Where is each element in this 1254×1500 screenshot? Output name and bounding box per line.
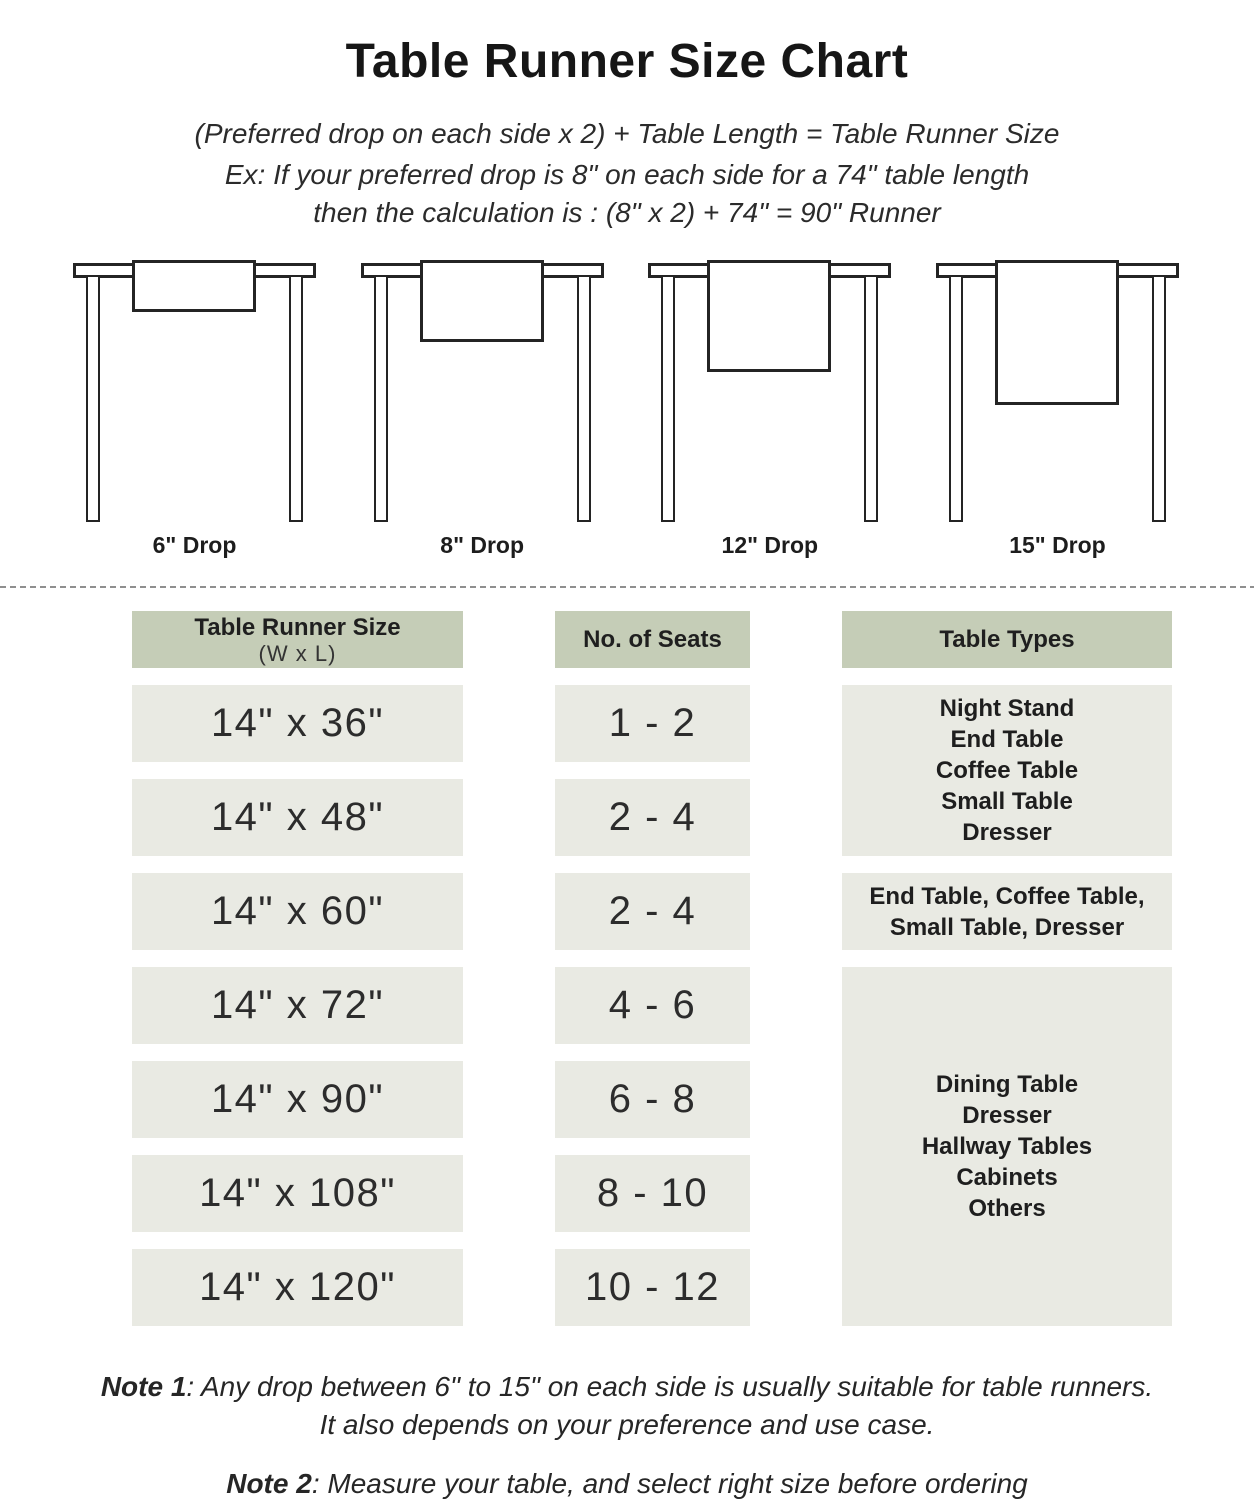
table-type-line: Small Table — [941, 788, 1073, 815]
table-type-line: Cabinets — [956, 1164, 1058, 1191]
table-drawing — [648, 260, 891, 522]
size-cell — [132, 1249, 463, 1326]
seats-cell — [555, 1249, 750, 1326]
table-type-line: Others — [968, 1195, 1046, 1222]
runner-shape — [420, 260, 544, 342]
note-2-text: : Measure your table, and select right size before ordering — [311, 1468, 1028, 1499]
table-figure-12-drop — [648, 260, 891, 559]
example-text — [0, 156, 1254, 232]
drop-label: 12" Drop — [721, 532, 819, 558]
page-title: Table Runner Size Chart — [345, 35, 909, 89]
table-drawing — [361, 260, 604, 522]
example-line-2: then the calculation is : (8" x 2) + 74" = 90" Runner — [313, 197, 941, 228]
header-table-types — [842, 611, 1172, 668]
header-runner-size — [132, 611, 463, 668]
table-type-line: Small Table, Dresser — [889, 913, 1125, 941]
table-type-line: Dresser — [962, 1102, 1052, 1129]
seats-cell — [555, 967, 750, 1044]
header-seats — [555, 611, 750, 668]
note-1-line-1 — [0, 1368, 1254, 1406]
drop-label: 6" Drop — [152, 532, 237, 558]
header-table-types-title: Table Types — [939, 626, 1075, 653]
seats-cell — [555, 1061, 750, 1138]
size-value: 14" x 60" — [210, 889, 385, 933]
table-type-line: Dining Table — [935, 1071, 1079, 1098]
size-cell — [132, 967, 463, 1044]
header-runner-size-title: Table Runner Size — [194, 613, 401, 641]
table-type-line: End Table, Coffee Table, — [869, 882, 1145, 910]
seats-value: 10 - 12 — [584, 1265, 721, 1309]
table-leg-left — [661, 277, 675, 522]
table-type-line: Coffee Table — [935, 757, 1079, 784]
seats-cell — [555, 873, 750, 950]
size-cell — [132, 1061, 463, 1138]
runner-shape — [995, 260, 1119, 405]
table-figure-6-drop — [73, 260, 316, 559]
note-1-text: : Any drop between 6" to 15" on each side is usually suitable for table runners. — [186, 1371, 1154, 1402]
table-types-cell-medium — [842, 873, 1172, 950]
table-type-line: Dresser — [962, 819, 1052, 846]
table-leg-right — [864, 277, 878, 522]
formula-text: (Preferred drop on each side x 2) + Table Length = Table Runner Size — [194, 118, 1060, 149]
dashed-divider — [0, 586, 1254, 588]
note-1 — [0, 1368, 1254, 1444]
drop-label: 15" Drop — [1009, 532, 1106, 558]
table-leg-right — [577, 277, 591, 522]
seats-cell — [555, 685, 750, 762]
table-leg-left — [374, 277, 388, 522]
seats-value: 2 - 4 — [608, 795, 697, 839]
table-leg-right — [289, 277, 303, 522]
note-1-label: Note 1 — [100, 1371, 187, 1402]
size-cell — [132, 1155, 463, 1232]
table-type-line: Night Stand — [939, 695, 1075, 722]
size-chart-table — [132, 611, 1172, 1326]
size-value: 14" x 90" — [210, 1077, 385, 1121]
size-value: 14" x 72" — [210, 983, 385, 1027]
header-seats-title: No. of Seats — [583, 626, 722, 653]
seats-value: 1 - 2 — [608, 701, 697, 745]
seats-cell — [555, 1155, 750, 1232]
size-value: 14" x 108" — [199, 1171, 396, 1215]
runner-shape — [707, 260, 831, 372]
seats-value: 6 - 8 — [608, 1077, 697, 1121]
header-runner-size-sub: (W x L) — [258, 640, 337, 666]
size-value: 14" x 36" — [210, 701, 385, 745]
size-value: 14" x 48" — [210, 795, 385, 839]
table-types-cell-large — [842, 967, 1172, 1326]
table-type-line: Hallway Tables — [921, 1133, 1093, 1160]
size-cell — [132, 779, 463, 856]
table-type-line: End Table — [950, 726, 1064, 753]
size-value: 14" x 120" — [199, 1265, 396, 1309]
table-figure-8-drop — [361, 260, 604, 559]
size-cell — [132, 685, 463, 762]
seats-cell — [555, 779, 750, 856]
note-1-line-2: It also depends on your preference and use case. — [319, 1409, 935, 1440]
table-leg-left — [949, 277, 963, 522]
seats-value: 4 - 6 — [608, 983, 697, 1027]
example-line-1: Ex: If your preferred drop is 8" on each side for a 74" table length — [224, 159, 1030, 190]
seats-value: 2 - 4 — [608, 889, 697, 933]
table-drawing — [73, 260, 316, 522]
table-types-cell-small — [842, 685, 1172, 856]
table-drawing — [936, 260, 1179, 522]
size-cell — [132, 873, 463, 950]
runner-shape — [132, 260, 256, 312]
table-leg-right — [1152, 277, 1166, 522]
table-leg-left — [86, 277, 100, 522]
drop-illustrations — [73, 260, 1179, 559]
drop-label: 8" Drop — [440, 532, 525, 558]
note-2-label: Note 2 — [226, 1468, 312, 1499]
table-figure-15-drop — [936, 260, 1179, 559]
note-2 — [0, 1468, 1254, 1500]
seats-value: 8 - 10 — [596, 1171, 709, 1215]
